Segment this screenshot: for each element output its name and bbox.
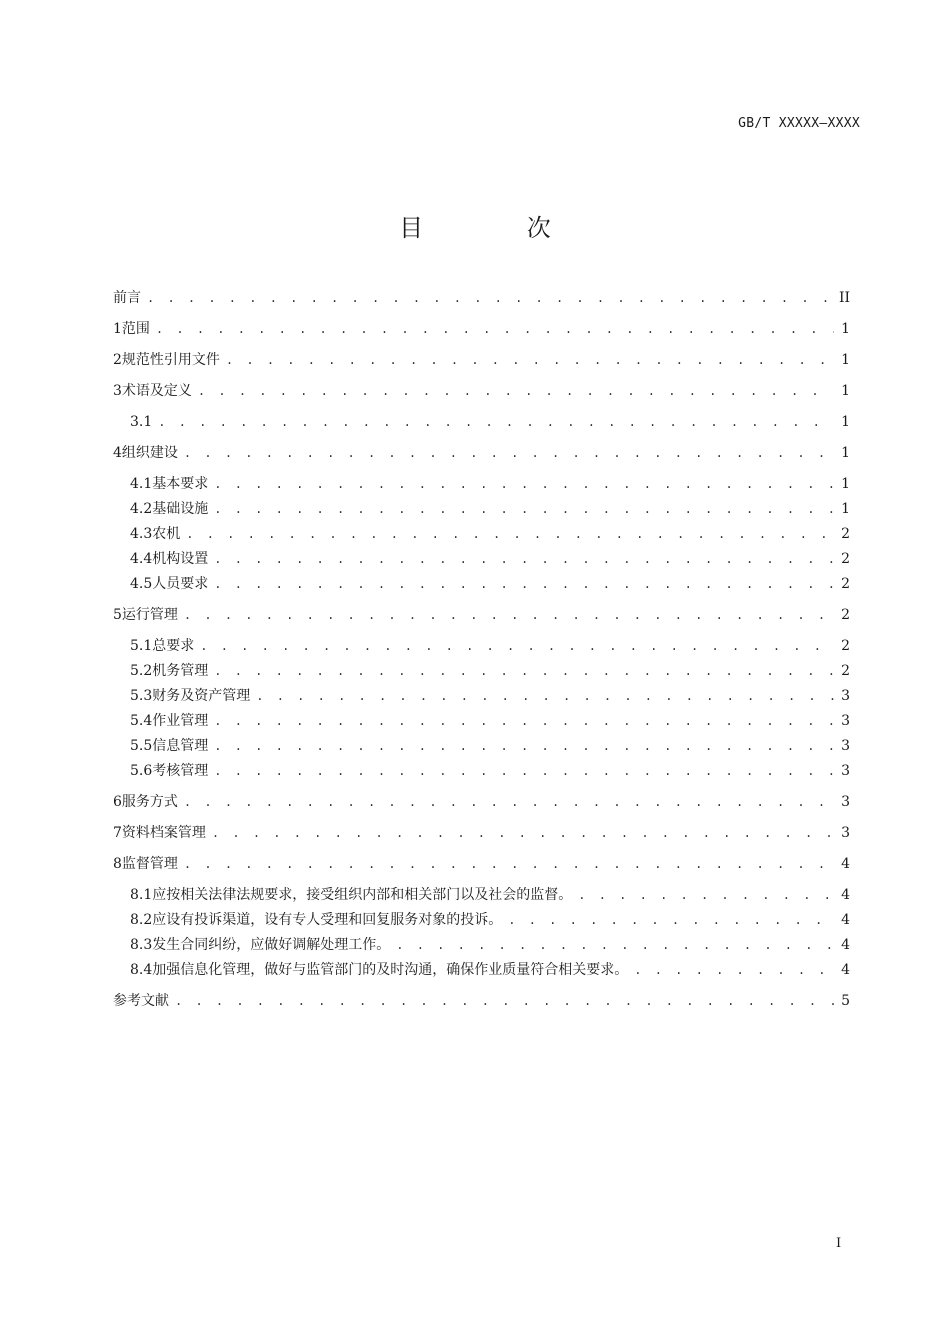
toc-entry-label: 信息管理 (152, 738, 209, 754)
toc-entry-label: 组织建设 (121, 445, 178, 461)
toc-leader-dots (214, 660, 834, 682)
toc-entry[interactable] (130, 573, 850, 595)
toc-entry-page: 2 (841, 638, 850, 654)
toc-leader-dots (198, 380, 834, 402)
toc-entry-page: 2 (841, 526, 850, 542)
toc-entry[interactable] (130, 660, 850, 682)
toc-entry-page: 1 (841, 414, 850, 430)
toc-entry-page: 1 (841, 501, 850, 517)
toc-entry-label: 应设有投诉渠道，设有专人受理和回复服务对象的投诉。 (152, 912, 503, 928)
toc-entry[interactable] (113, 822, 850, 844)
toc-entry-number: 6 (113, 794, 122, 810)
toc-entry[interactable] (113, 791, 850, 813)
toc-entry-number: 5.1 (130, 638, 153, 654)
toc-entry-number: 5 (113, 607, 122, 623)
toc-entry[interactable] (130, 411, 850, 433)
toc-entry-label: 作业管理 (152, 713, 209, 729)
toc-entry-number: 4.3 (130, 526, 153, 542)
toc-entry-number: 8.4 (130, 962, 153, 978)
toc-leader-dots (147, 287, 833, 309)
toc-leader-dots (256, 685, 834, 707)
toc-entry-label: 加强信息化管理，做好与监管部门的及时沟通，确保作业质量符合相关要求。 (152, 962, 629, 978)
toc-entry-page: 4 (841, 887, 850, 903)
toc-entry-page: 4 (841, 912, 850, 928)
toc-entry[interactable] (130, 959, 850, 981)
toc-leader-dots (212, 822, 834, 844)
toc-leader-dots (200, 635, 834, 657)
toc-entry-page: 4 (841, 856, 850, 872)
toc-entry-label: 考核管理 (152, 763, 209, 779)
toc-leader-dots (634, 959, 834, 981)
toc-entry-number: 8 (113, 856, 122, 872)
toc-leader-dots (186, 523, 834, 545)
toc-entry-page: 1 (841, 476, 850, 492)
toc-entry[interactable] (130, 934, 850, 956)
toc-entry-page: 3 (841, 794, 850, 810)
toc-entry-number: 1 (113, 321, 122, 337)
toc-entry-label: 术语及定义 (121, 383, 192, 399)
toc-entry-label: 监督管理 (121, 856, 178, 872)
page-title: 目 次 (399, 214, 599, 242)
toc-entry[interactable] (130, 710, 850, 732)
toc-entry-label: 服务方式 (121, 794, 178, 810)
toc-entry-label: 运行管理 (121, 607, 178, 623)
toc-entry-page: 3 (841, 738, 850, 754)
toc-entry-number: 7 (113, 825, 122, 841)
toc-leader-dots (508, 909, 834, 931)
toc-entry-page: 1 (841, 445, 850, 461)
toc-leader-dots (214, 548, 834, 570)
toc-leader-dots (175, 990, 834, 1012)
toc-entry-label: 基础设施 (152, 501, 209, 517)
toc-entry-number: 8.3 (130, 937, 153, 953)
toc-entry-label: 人员要求 (152, 576, 209, 592)
toc-entry-page: 5 (841, 993, 850, 1009)
toc-leader-dots (578, 884, 834, 906)
toc-entry[interactable] (113, 318, 850, 340)
toc-entry[interactable] (130, 523, 850, 545)
toc-leader-dots (158, 411, 834, 433)
toc-entry-page: 2 (841, 607, 850, 623)
toc-entry[interactable] (113, 287, 850, 309)
toc-entry-page: 3 (841, 825, 850, 841)
toc-entry-page: II (838, 290, 850, 306)
document-code: GB/T XXXXX—XXXX (738, 116, 860, 131)
toc-leader-dots (214, 573, 834, 595)
toc-entry[interactable] (113, 349, 850, 371)
toc-entry-number: 4.4 (130, 551, 153, 567)
toc-entry-number: 5.4 (130, 713, 153, 729)
toc-entry-page: 4 (841, 962, 850, 978)
toc-entry[interactable] (113, 990, 850, 1012)
toc-entry-number: 5.3 (130, 688, 153, 704)
toc-entry[interactable] (113, 380, 850, 402)
toc-leader-dots (396, 934, 834, 956)
toc-entry[interactable] (130, 685, 850, 707)
toc-leader-dots (156, 318, 834, 340)
toc-leader-dots (226, 349, 834, 371)
toc-entry[interactable] (113, 604, 850, 626)
toc-entry[interactable] (113, 853, 850, 875)
toc-entry-number: 3 (113, 383, 122, 399)
toc-entry-label: 规范性引用文件 (121, 352, 220, 368)
toc-entry-label: 农机 (152, 526, 181, 542)
toc-entry-number: 4.2 (130, 501, 153, 517)
toc-entry-number: 8.2 (130, 912, 153, 928)
toc-entry-page: 1 (841, 352, 850, 368)
toc-leader-dots (184, 604, 834, 626)
toc-entry-label: 参考文献 (113, 993, 169, 1009)
toc-entry-label: 前言 (113, 290, 141, 306)
toc-entry-number: 8.1 (130, 887, 153, 903)
toc-leader-dots (184, 791, 834, 813)
toc-leader-dots (214, 735, 834, 757)
toc-entry-number: 5.5 (130, 738, 153, 754)
toc-entry-label: 发生合同纠纷，应做好调解处理工作。 (152, 937, 391, 953)
page-number: I (836, 1236, 842, 1251)
toc-entry-page: 3 (841, 763, 850, 779)
toc-entry-page: 4 (841, 937, 850, 953)
toc-entry-label: 机构设置 (152, 551, 209, 567)
toc-entry[interactable] (130, 548, 850, 570)
toc-entry-number: 3.1 (130, 414, 153, 430)
toc-entry[interactable] (130, 884, 850, 906)
toc-leader-dots (214, 498, 834, 520)
toc-entry-page: 1 (841, 321, 850, 337)
toc-entry-label: 机务管理 (152, 663, 209, 679)
toc-entry[interactable] (130, 473, 850, 495)
toc-leader-dots (184, 442, 834, 464)
toc-leader-dots (214, 710, 834, 732)
toc-entry-label: 总要求 (152, 638, 195, 654)
toc-leader-dots (184, 853, 834, 875)
toc-entry[interactable] (113, 442, 850, 464)
toc-entry-label: 资料档案管理 (121, 825, 206, 841)
toc-entry[interactable] (130, 909, 850, 931)
toc-entry-page: 2 (841, 663, 850, 679)
toc-leader-dots (214, 473, 834, 495)
toc-entry-page: 2 (841, 576, 850, 592)
toc-entry-label: 应按相关法律法规要求，接受组织内部和相关部门以及社会的监督。 (152, 887, 573, 903)
toc-leader-dots (214, 760, 834, 782)
toc-entry-page: 2 (841, 551, 850, 567)
toc-entry-page: 3 (841, 688, 850, 704)
toc-entry-label: 基本要求 (152, 476, 209, 492)
toc-entry-page: 1 (841, 383, 850, 399)
toc-entry-label: 范围 (121, 321, 150, 337)
toc-entry-number: 4.1 (130, 476, 153, 492)
toc-entry-number: 5.6 (130, 763, 153, 779)
toc-entry[interactable] (130, 498, 850, 520)
toc-entry-number: 4.5 (130, 576, 153, 592)
toc-entry-number: 5.2 (130, 663, 153, 679)
toc-entry[interactable] (130, 760, 850, 782)
toc-entry[interactable] (130, 635, 850, 657)
toc-entry-page: 3 (841, 713, 850, 729)
toc-entry[interactable] (130, 735, 850, 757)
toc-entry-number: 4 (113, 445, 122, 461)
toc-entry-label: 财务及资产管理 (152, 688, 251, 704)
toc-entry-number: 2 (113, 352, 122, 368)
